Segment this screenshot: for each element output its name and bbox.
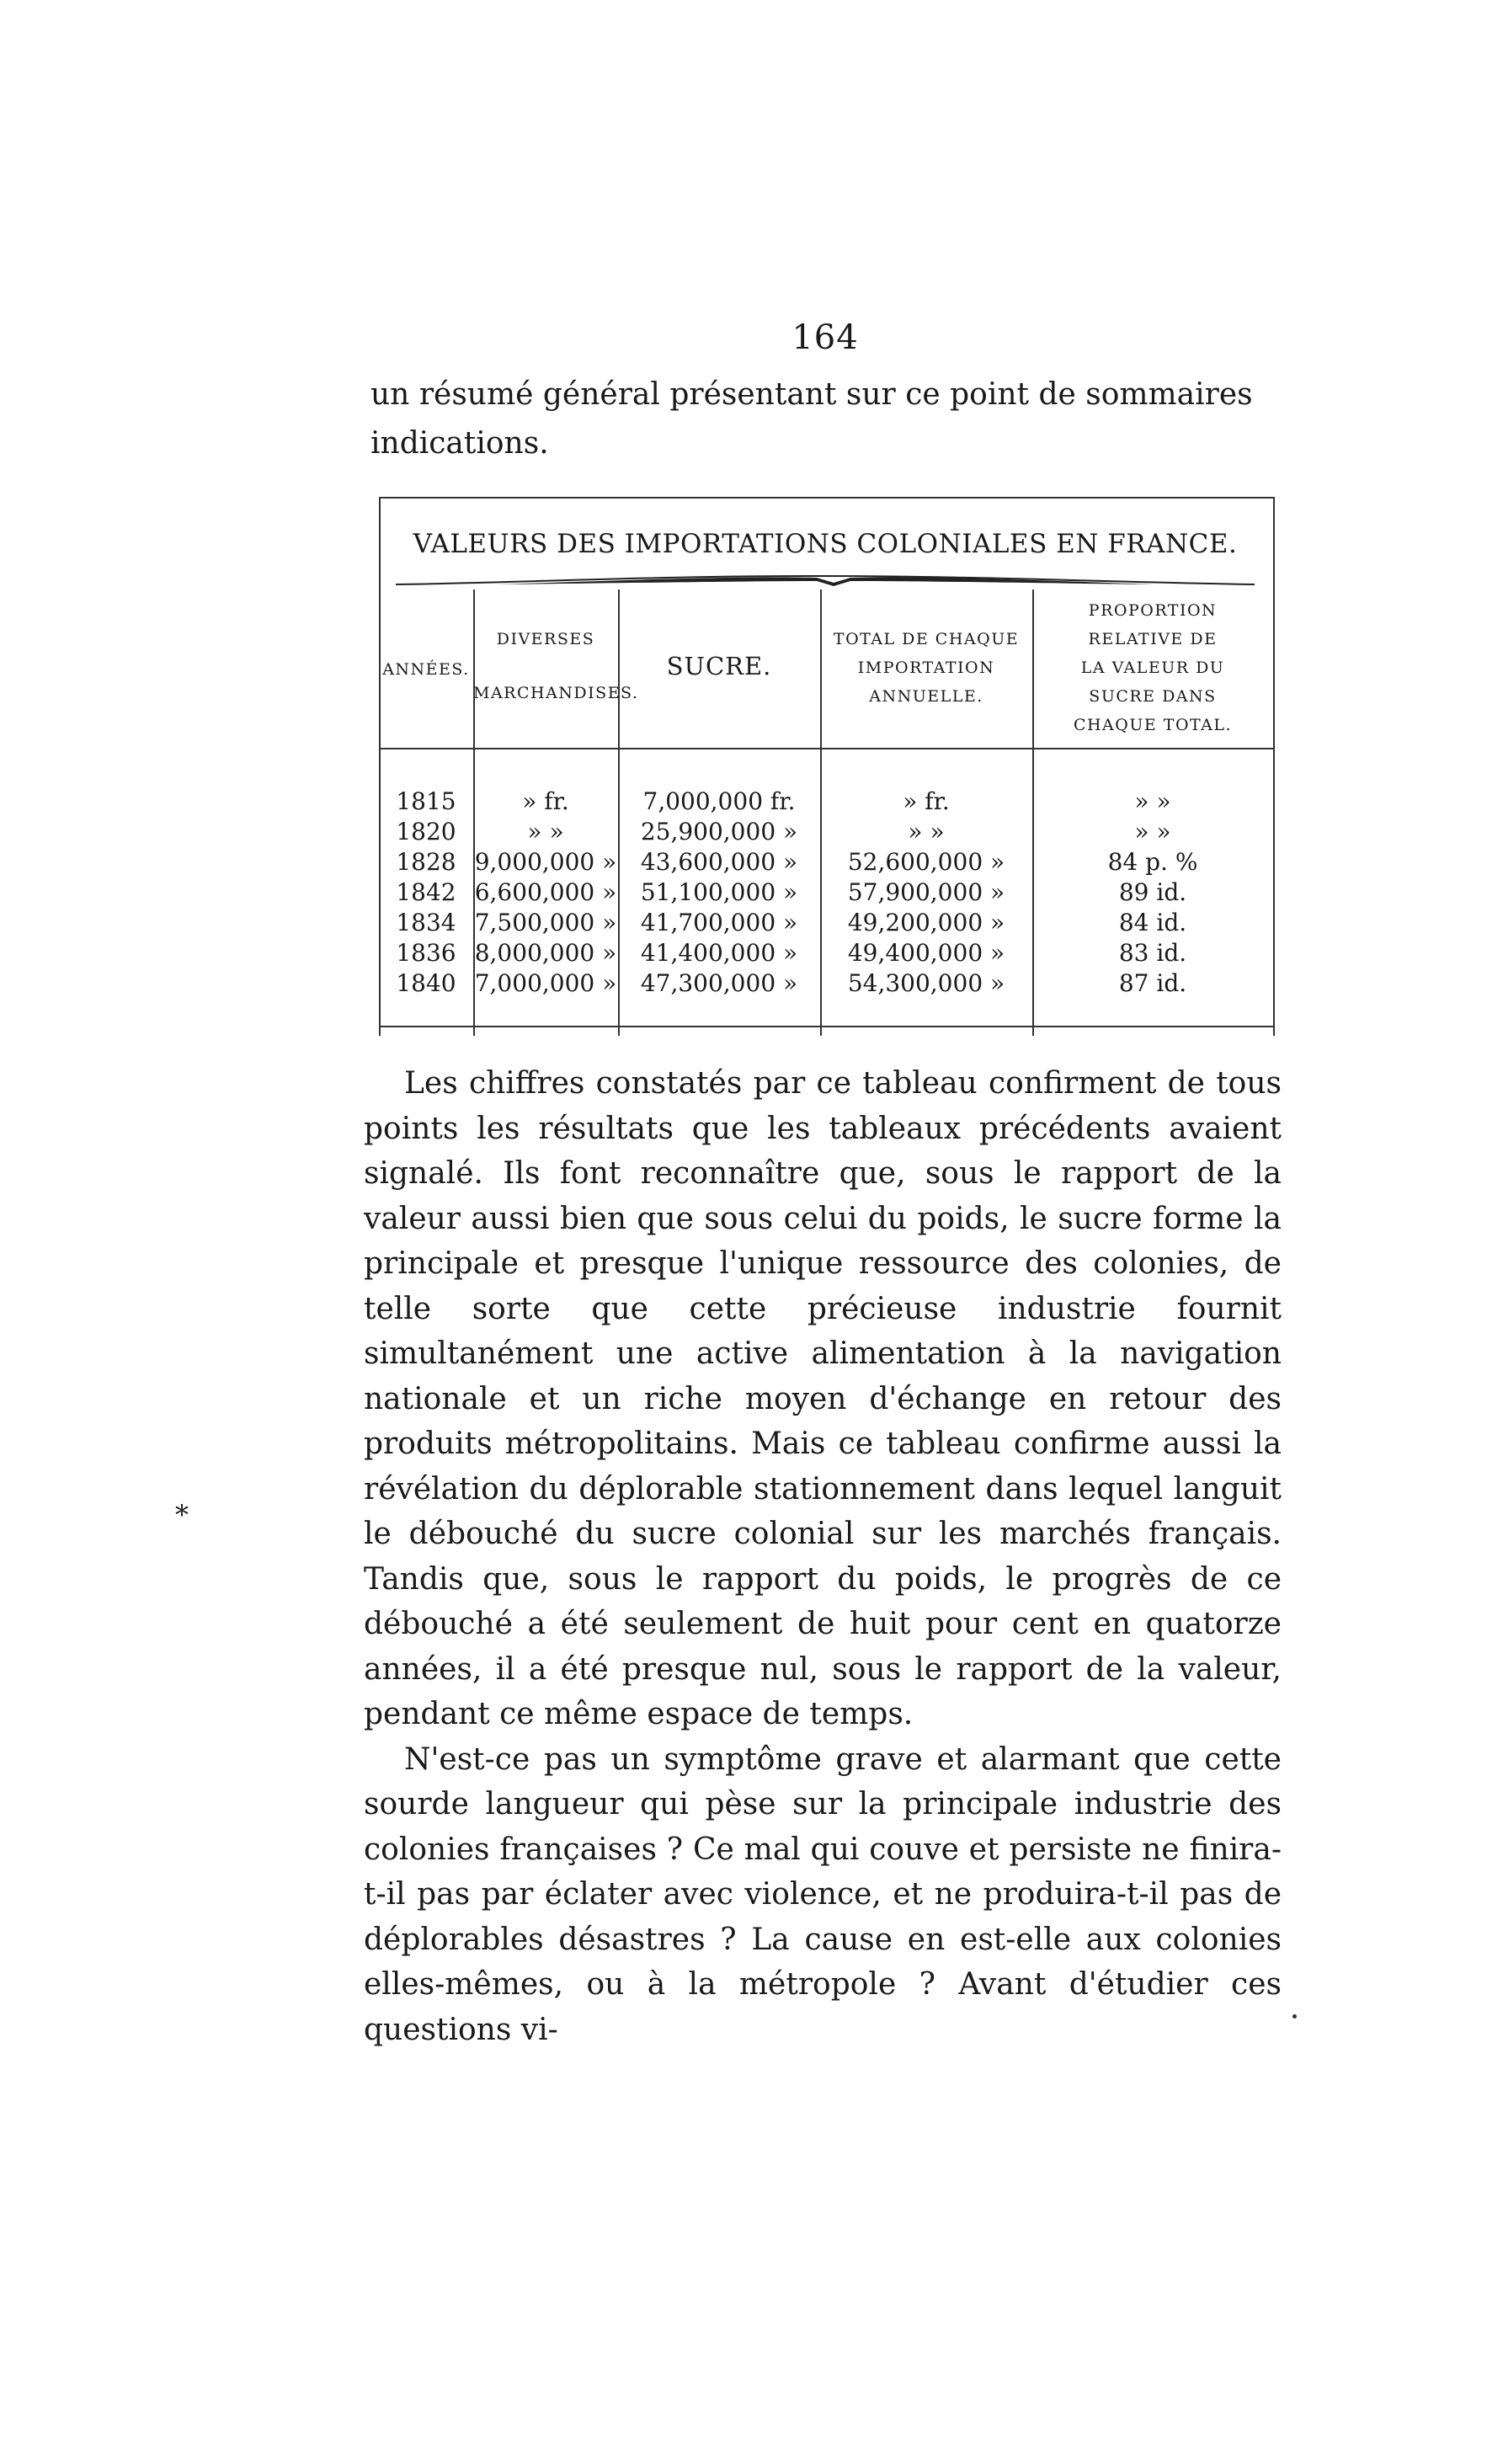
cell-diverses: 6,600,000 » bbox=[474, 878, 617, 906]
header-proportion-line: PROPORTION bbox=[1088, 601, 1218, 620]
paragraph: N'est-ce pas un symptôme grave et alarmant que cette sourde langueur qui pèse sur la principale industrie des colonies françaises ? Ce mal qui couve et persiste ne finira-t-il pas par éclater avec violence, et ne produira-t-il pas de déplorables désastres ? La cause en est-elle aux colonies elles-mêmes, ou à la métropole ? Avant d'étudier ces questions vi- bbox=[364, 1741, 1282, 2047]
cell-proportion: 89 id. bbox=[1118, 878, 1187, 906]
cell-year: 1828 bbox=[396, 848, 456, 876]
page-number: 164 bbox=[791, 318, 859, 357]
cell-total: » fr. bbox=[903, 787, 950, 815]
cell-total: 52,600,000 » bbox=[847, 848, 1005, 876]
cell-sucre: 25,900,000 » bbox=[640, 818, 798, 845]
cell-year: 1836 bbox=[396, 939, 456, 967]
paragraph: Les chiffres constatés par ce tableau confirment de tous points les résultats que les tableaux précédents avaient signalé. Ils font reconnaître que, sous le rapport de la valeur aussi bien que sous celui du poids, le sucre forme la principale et presque l'unique ressource des colonies, de telle sorte que cette précieuse industrie fournit simultanément une active alimentation à la navigation nationale et un riche moyen d'échange en retour des produits métropolitains. Mais ce tableau confirme aussi la révélation du déplorable stationnement dans lequel languit le débouché du sucre colonial sur les marchés français. Tandis que, sous le rapport du poids, le progrès de ce débouché a été seulement de huit pour cent en quatorze années, il a été presque nul, sous le rapport de la valeur, pendant ce même espace de temps. bbox=[364, 1066, 1282, 1731]
cell-proportion: » » bbox=[1134, 787, 1171, 815]
cell-year: 1842 bbox=[396, 878, 456, 906]
header-proportion-line: SUCRE DANS bbox=[1089, 687, 1217, 706]
table-bottom-rule bbox=[379, 1026, 1275, 1027]
cell-sucre: 7,000,000 fr. bbox=[642, 787, 796, 815]
cell-diverses: 8,000,000 » bbox=[474, 939, 617, 967]
cell-proportion: 84 id. bbox=[1118, 909, 1187, 936]
table-border-top bbox=[379, 497, 1275, 499]
table-title: VALEURS DES IMPORTATIONS COLONIALES EN FRANCE. bbox=[413, 529, 1238, 559]
cell-diverses: 7,000,000 » bbox=[474, 969, 617, 997]
cell-proportion: 87 id. bbox=[1118, 969, 1187, 997]
intro-line: un résumé général présentant sur ce point de sommaires bbox=[370, 377, 1253, 412]
header-total-line: ANNUELLE. bbox=[869, 687, 983, 706]
header-diverses: DIVERSES bbox=[496, 630, 595, 648]
cell-total: 57,900,000 » bbox=[847, 878, 1005, 906]
cell-year: 1820 bbox=[396, 818, 456, 845]
cell-diverses: 9,000,000 » bbox=[474, 848, 617, 876]
cell-year: 1815 bbox=[396, 787, 456, 815]
print-dot bbox=[1292, 2014, 1297, 2019]
cell-total: 54,300,000 » bbox=[847, 969, 1005, 997]
header-rule bbox=[379, 748, 1275, 749]
cell-sucre: 41,400,000 » bbox=[640, 939, 798, 967]
header-total-line: IMPORTATION bbox=[857, 659, 995, 677]
cell-total: » » bbox=[908, 818, 945, 845]
header-total-line: TOTAL DE CHAQUE bbox=[833, 630, 1020, 648]
cell-sucre: 51,100,000 » bbox=[640, 878, 798, 906]
header-proportion-line: LA VALEUR DU bbox=[1080, 659, 1225, 677]
table-row bbox=[370, 787, 1280, 818]
cell-year: 1840 bbox=[396, 969, 456, 997]
cell-proportion: 83 id. bbox=[1118, 939, 1187, 967]
header-years: ANNÉES. bbox=[382, 660, 470, 679]
margin-mark: * bbox=[175, 1499, 189, 1531]
body-text bbox=[364, 1061, 1282, 2052]
table-row bbox=[370, 878, 1280, 909]
header-proportion-line: CHAQUE TOTAL. bbox=[1073, 716, 1233, 734]
table-row bbox=[370, 909, 1280, 939]
cell-proportion: » » bbox=[1134, 818, 1171, 845]
table-row bbox=[370, 818, 1280, 848]
intro-text bbox=[370, 371, 1280, 468]
title-swash-ornament bbox=[396, 571, 1255, 595]
cell-total: 49,200,000 » bbox=[847, 909, 1005, 936]
cell-diverses: » fr. bbox=[522, 787, 569, 815]
header-marchandises: MARCHANDISES. bbox=[473, 684, 639, 702]
header-proportion-line: RELATIVE DE bbox=[1088, 630, 1218, 648]
intro-line: indications. bbox=[370, 426, 549, 461]
cell-diverses: » » bbox=[527, 818, 564, 845]
table-row bbox=[370, 848, 1280, 878]
cell-sucre: 41,700,000 » bbox=[640, 909, 798, 936]
cell-sucre: 47,300,000 » bbox=[640, 969, 798, 997]
import-values-table bbox=[370, 497, 1280, 1036]
cell-sucre: 43,600,000 » bbox=[640, 848, 798, 876]
table-row bbox=[370, 969, 1280, 1000]
cell-diverses: 7,500,000 » bbox=[474, 909, 617, 936]
header-sucre: SUCRE. bbox=[666, 652, 772, 680]
cell-total: 49,400,000 » bbox=[847, 939, 1005, 967]
table-row bbox=[370, 939, 1280, 969]
cell-year: 1834 bbox=[396, 909, 456, 936]
cell-proportion: 84 p. % bbox=[1107, 848, 1198, 876]
